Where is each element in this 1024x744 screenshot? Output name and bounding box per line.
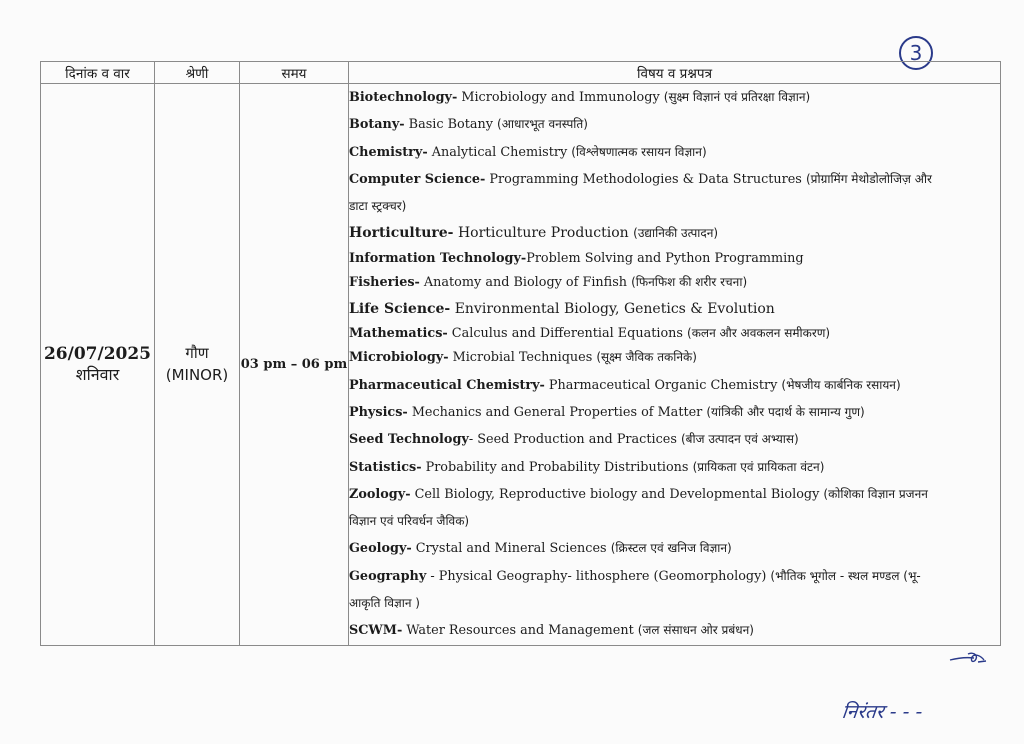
paper-title-hindi-continued: विज्ञान एवं परिवर्धन जैविक) — [349, 514, 470, 529]
exam-date: 26/07/2025 — [43, 343, 152, 364]
paper-title-hindi: (सूक्ष्म जैविक तकनिके) — [596, 350, 697, 365]
subject-name: Geography — [349, 568, 427, 584]
signature-mark — [948, 648, 988, 668]
paper-title: - Physical Geography- lithosphere (Geomorphology) — [426, 568, 771, 584]
subject-name: Chemistry- — [349, 144, 428, 160]
subject-line — [349, 563, 1000, 590]
subject-line — [349, 248, 1000, 269]
paper-title: Crystal and Mineral Sciences — [411, 541, 611, 557]
subject-line — [349, 617, 1000, 644]
table-header-row — [41, 62, 1001, 84]
subject-line — [349, 426, 1000, 453]
subject-line — [349, 166, 1000, 193]
paper-title-hindi: (भेषजीय कार्बनिक रसायन) — [781, 377, 901, 392]
paper-title: Problem Solving and Python Programming — [526, 250, 804, 266]
paper-title-hindi: (फिनफिश की शरीर रचना) — [631, 274, 748, 289]
subject-line-continued — [349, 590, 1000, 617]
page-number: 3 — [899, 36, 933, 70]
subject-line-continued — [349, 193, 1000, 220]
paper-title: Microbiology and Immunology — [457, 90, 664, 105]
subject-name: Seed Technology — [349, 432, 469, 448]
subject-name: Zoology- — [349, 486, 411, 502]
subject-line — [349, 454, 1000, 481]
header-subject-paper: विषय व प्रश्नपत्र — [349, 62, 1001, 84]
paper-title: Mechanics and General Properties of Matter — [407, 404, 707, 420]
continued-note: निरंतर - - - — [840, 701, 924, 723]
paper-title-hindi: (आधारभूत वनस्पति) — [497, 117, 588, 132]
paper-title: Calculus and Differential Equations — [447, 326, 688, 342]
header-category: श्रेणी — [155, 62, 240, 84]
time-cell: 03 pm – 06 pm — [240, 84, 349, 646]
subject-line-continued — [349, 508, 1000, 535]
category-english: (MINOR) — [165, 366, 229, 385]
paper-title: Microbial Techniques — [448, 350, 597, 366]
subject-line — [349, 84, 1000, 111]
category-hindi: गौण — [185, 344, 209, 363]
subject-name: Information Technology- — [349, 250, 527, 266]
subject-name: Statistics- — [349, 459, 422, 475]
subject-line — [349, 323, 1000, 344]
subject-name: Botany- — [349, 117, 405, 133]
subject-line — [349, 296, 1000, 323]
subject-name: SCWM- — [349, 623, 403, 639]
subject-line — [349, 269, 1000, 296]
paper-title: Anatomy and Biology of Finfish — [419, 274, 632, 290]
paper-title-hindi-continued: आकृति विज्ञान ) — [349, 596, 420, 611]
subject-line — [349, 139, 1000, 166]
subject-name: Horticulture- — [349, 225, 454, 242]
paper-title: Analytical Chemistry — [427, 144, 572, 160]
subject-name: Geology- — [349, 541, 412, 557]
subject-name: Computer Science- — [349, 171, 486, 187]
paper-title: Cell Biology, Reproductive biology and Developmental Biology — [410, 486, 824, 502]
paper-title-hindi: (बीज उत्पादन एवं अभ्यास) — [680, 432, 799, 447]
subject-line — [349, 220, 1000, 247]
paper-title-hindi-continued: डाटा स्ट्रक्चर) — [349, 199, 407, 214]
paper-title-hindi: (क्रिस्टल एवं खनिज विज्ञान) — [610, 541, 732, 556]
table-row — [41, 84, 1001, 646]
subject-name: Mathematics- — [349, 326, 448, 342]
exam-day: शनिवार — [75, 364, 120, 384]
category-cell — [155, 84, 240, 646]
subject-line — [349, 111, 1000, 138]
paper-title-hindi: (कलन और अवकलन समीकरण) — [687, 326, 831, 341]
paper-title-hindi: (विश्लेषणात्मक रसायन विज्ञान) — [571, 144, 707, 159]
paper-title-hindi: (प्रोग्रामिंग मेथोडोलोजिज़ और — [805, 171, 932, 186]
exam-schedule-table — [40, 61, 1001, 646]
subjects-cell — [349, 84, 1001, 646]
subject-line — [349, 372, 1000, 399]
paper-title: Basic Botany — [404, 117, 498, 133]
paper-title: Horticulture Production — [453, 225, 634, 242]
subject-name: Biotechnology- — [349, 90, 458, 105]
subject-name: Fisheries- — [349, 274, 420, 290]
paper-title: Probability and Probability Distributions — [421, 459, 693, 475]
subject-name: Microbiology- — [349, 350, 449, 366]
date-cell — [41, 84, 155, 646]
header-date-day: दिनांक व वार — [41, 62, 155, 84]
paper-title: Water Resources and Management — [402, 623, 638, 639]
paper-title: - Seed Production and Practices — [468, 432, 681, 448]
paper-title-hindi: (उद्यानिकी उत्पादन) — [633, 226, 719, 241]
paper-title-hindi: (भौतिक भूगोल - स्थल मण्डल (भू- — [770, 568, 921, 583]
paper-title-hindi: (जल संसाधन ओर प्रबंधन) — [637, 623, 754, 638]
paper-title-hindi: (यांत्रिकी और पदार्थ के सामान्य गुण) — [706, 404, 865, 419]
subject-line — [349, 399, 1000, 426]
paper-title-hindi: (कोशिका विज्ञान प्रजनन — [823, 486, 928, 501]
subject-line — [349, 535, 1000, 562]
paper-title-hindi: (सुक्ष्म विज्ञानं एवं प्रतिरक्षा विज्ञान) — [663, 90, 811, 104]
subject-list — [349, 84, 1000, 645]
subject-line — [349, 481, 1000, 508]
paper-title: Environmental Biology, Genetics & Evolution — [450, 301, 775, 318]
paper-title: Programming Methodologies & Data Structures — [485, 171, 806, 187]
subject-name: Pharmaceutical Chemistry- — [349, 377, 545, 393]
subject-name: Physics- — [349, 404, 408, 420]
header-time: समय — [240, 62, 349, 84]
subject-name: Life Science- — [349, 301, 451, 318]
paper-title-hindi: (प्रायिकता एवं प्रायिकता वंटन) — [692, 459, 825, 474]
paper-title: Pharmaceutical Organic Chemistry — [544, 377, 782, 393]
subject-line — [349, 344, 1000, 371]
